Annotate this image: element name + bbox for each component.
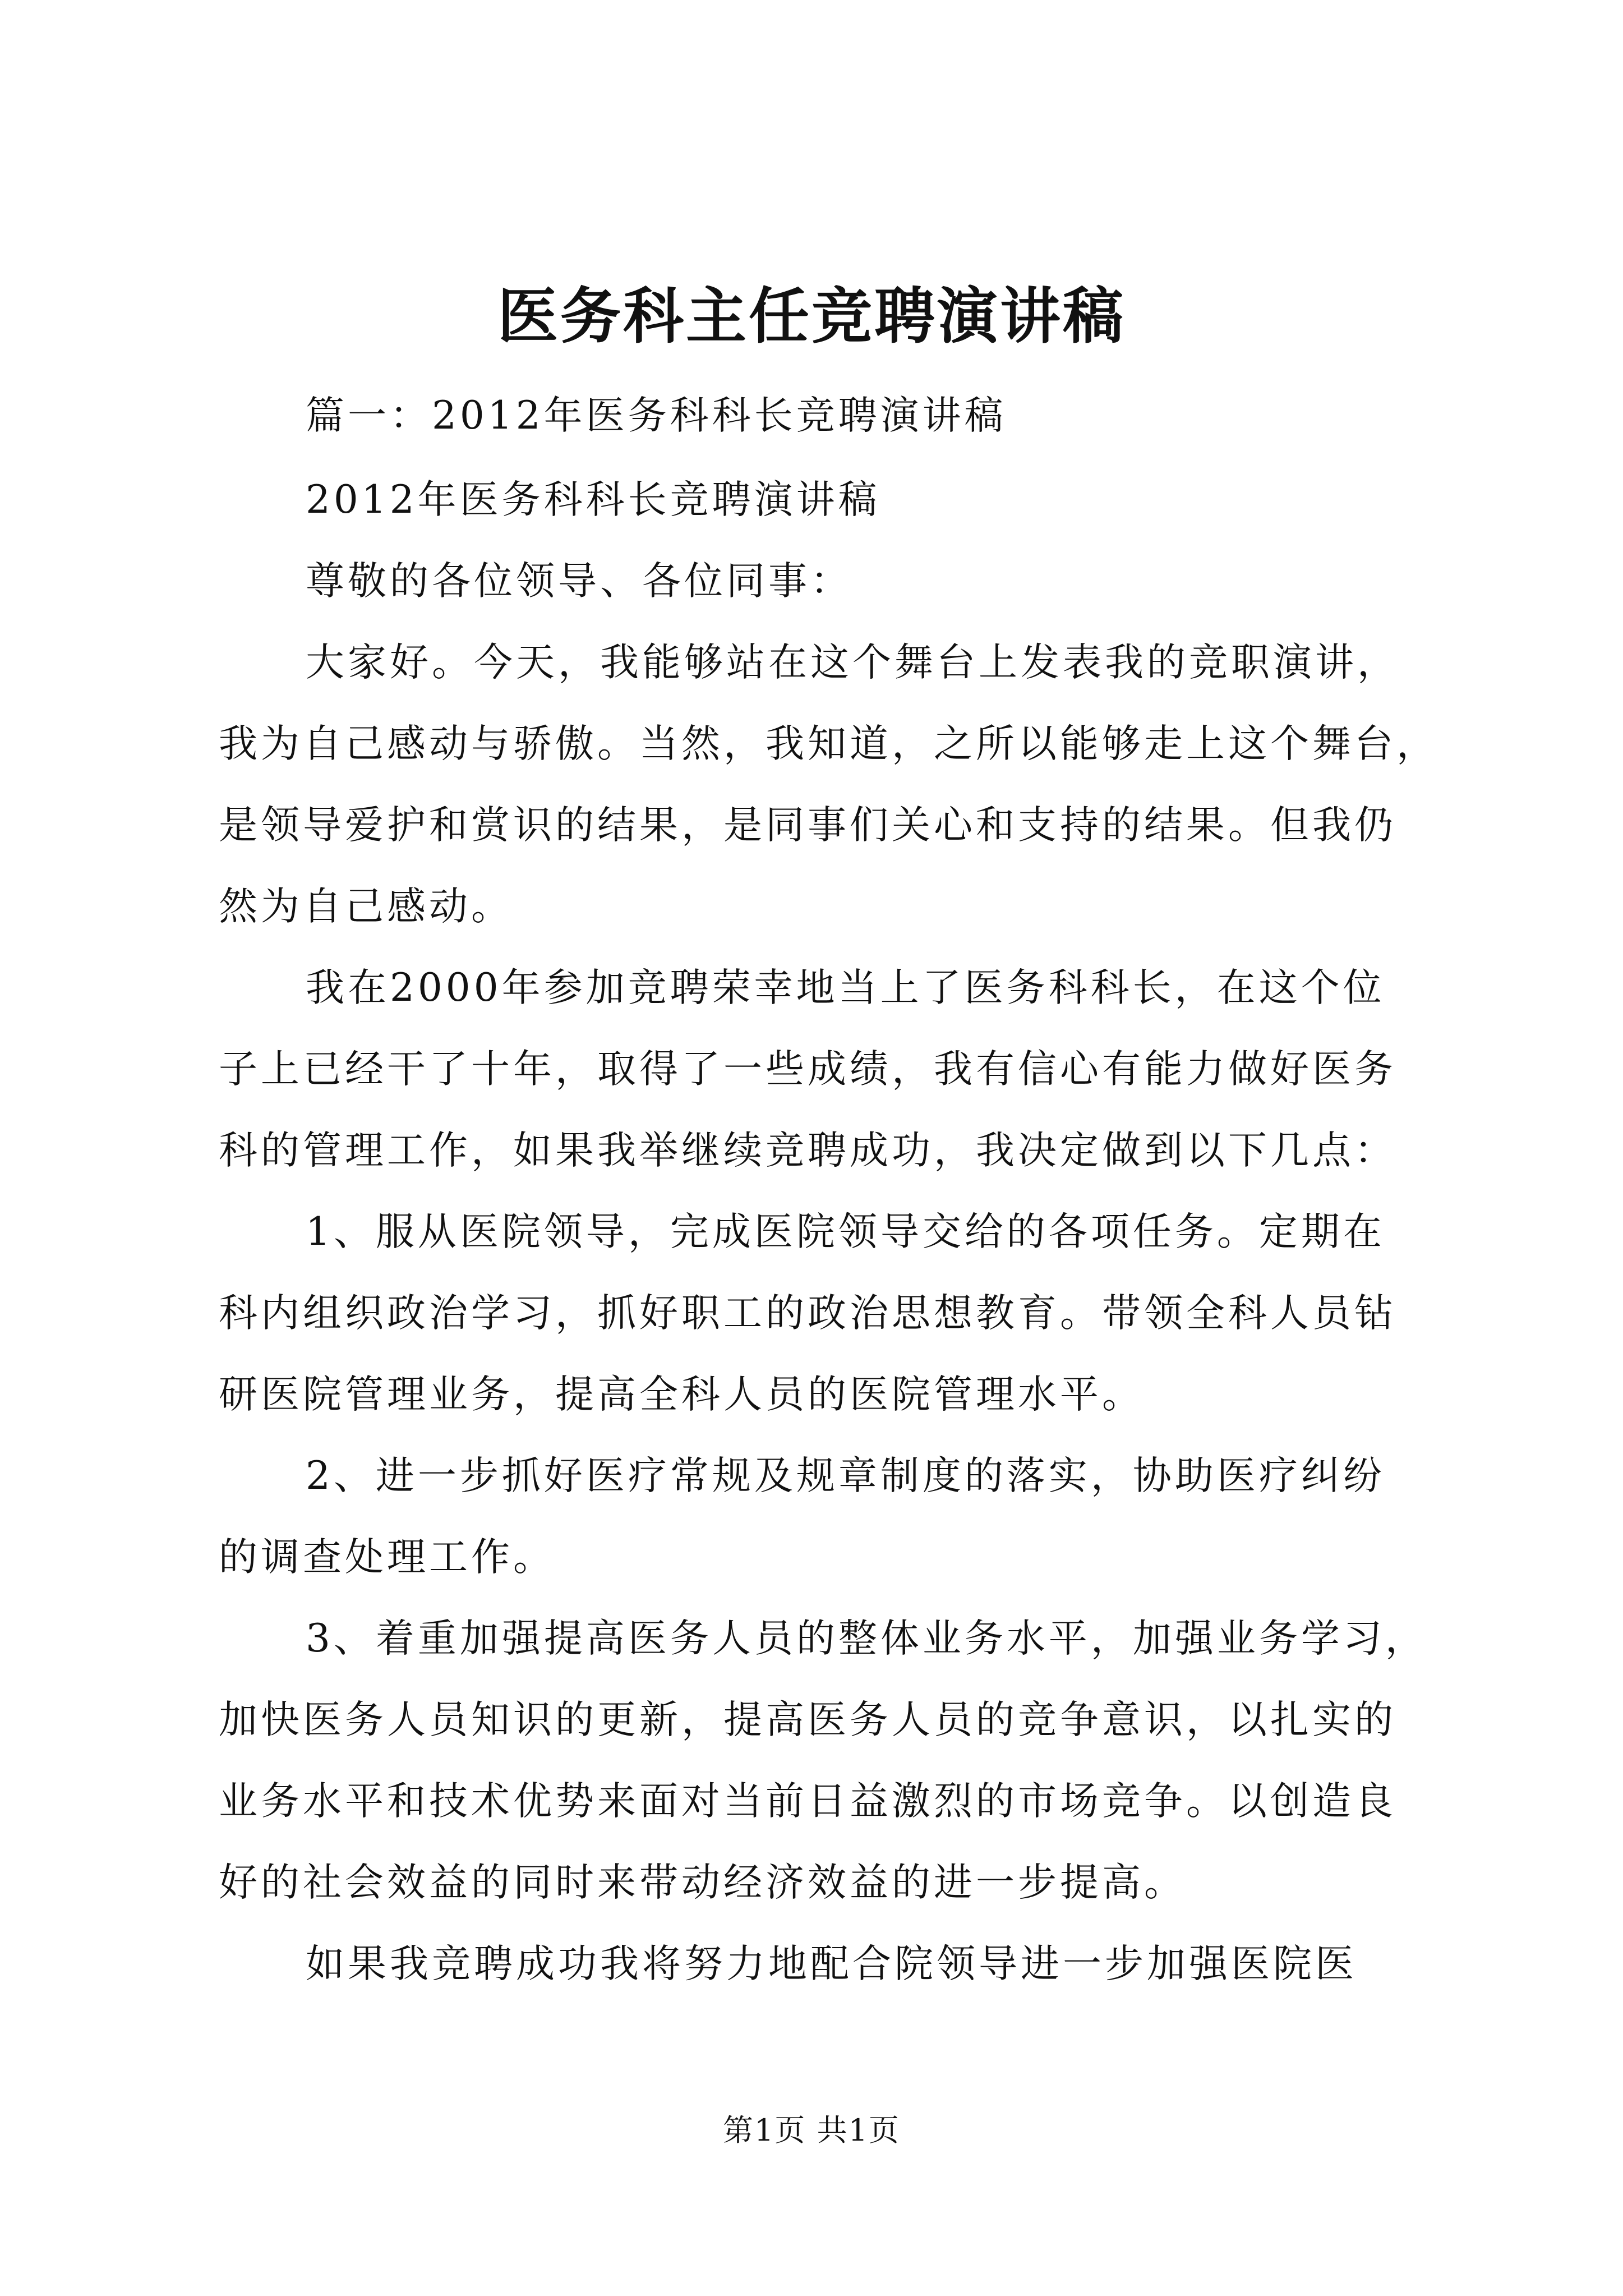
text-line: 的调查处理工作。 — [219, 1535, 555, 1580]
text-line: 业务水平和技术优势来面对当前日益激烈的市场竞争。以创造良 — [219, 1779, 1396, 1824]
text-line: 我为自己感动与骄傲。当然，我知道，之所以能够走上这个舞台， — [219, 721, 1438, 766]
text-line: 2012年医务科科长竞聘演讲稿 — [306, 477, 880, 522]
text-line: 研医院管理业务，提高全科人员的医院管理水平。 — [219, 1372, 1144, 1417]
text-line: 如果我竞聘成功我将努力地配合院领导进一步加强医院医 — [306, 1941, 1357, 1986]
text-line: 子上已经干了十年，取得了一些成绩，我有信心有能力做好医务 — [219, 1047, 1396, 1092]
text-line: 科的管理工作，如果我举继续竞聘成功，我决定做到以下几点： — [219, 1128, 1396, 1173]
text-line: 加快医务人员知识的更新，提高医务人员的竞争意识，以扎实的 — [219, 1697, 1396, 1742]
text-line: 篇一：2012年医务科科长竞聘演讲稿 — [306, 393, 1007, 438]
text-line: 然为自己感动。 — [219, 884, 513, 929]
text-line: 2、进一步抓好医疗常规及规章制度的落实，协助医疗纠纷 — [306, 1453, 1385, 1498]
text-line: 我在2000年参加竞聘荣幸地当上了医务科科长，在这个位 — [306, 965, 1385, 1010]
text-line: 是领导爱护和赏识的结果，是同事们关心和支持的结果。但我仍 — [219, 803, 1396, 848]
text-line: 大家好。今天，我能够站在这个舞台上发表我的竞职演讲， — [306, 640, 1399, 685]
text-line: 1、服从医院领导，完成医院领导交给的各项任务。定期在 — [306, 1209, 1385, 1254]
page-footer: 第1页 共1页 — [723, 2113, 900, 2148]
text-line: 尊敬的各位领导、各位同事： — [306, 559, 852, 604]
text-line: 科内组织政治学习，抓好职工的政治思想教育。带领全科人员钻 — [219, 1291, 1396, 1336]
document-title: 医务科主任竞聘演讲稿 — [497, 281, 1126, 352]
text-line: 好的社会效益的同时来带动经济效益的进一步提高。 — [219, 1860, 1186, 1905]
text-line: 3、着重加强提高医务人员的整体业务水平，加强业务学习， — [306, 1616, 1427, 1661]
